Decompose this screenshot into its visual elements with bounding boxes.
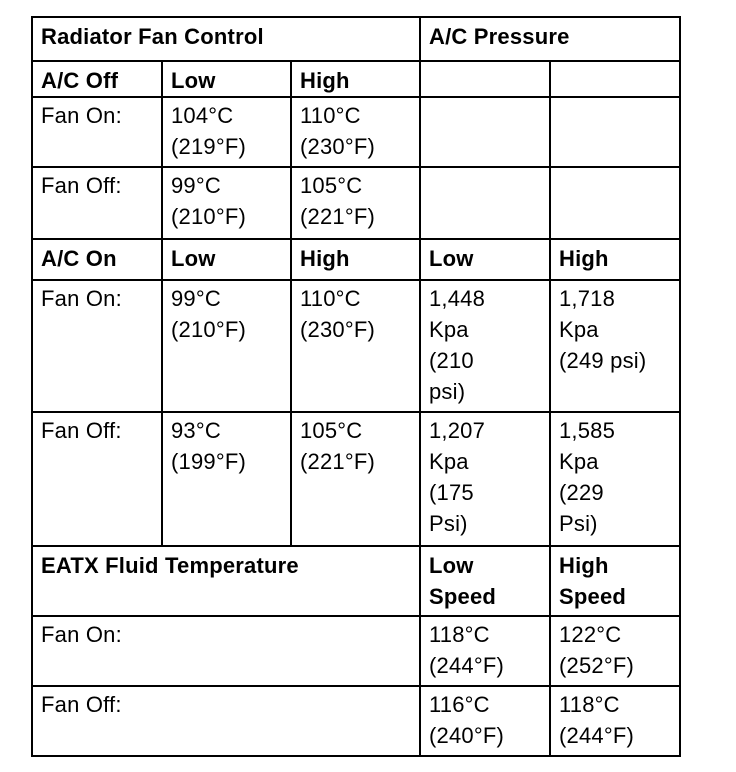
pressure-unit: Kpa (429, 317, 469, 342)
empty-cell (550, 167, 680, 239)
temp-cell (162, 97, 291, 167)
temp-fahrenheit: (240°F) (429, 723, 504, 748)
temp-celsius: 118°C (429, 622, 490, 647)
temp-celsius: 93°C (171, 418, 221, 443)
radiator-fan-control-table (31, 16, 681, 757)
pressure-psi-unit: psi) (429, 379, 466, 404)
temp-cell (162, 167, 291, 239)
pressure-high-header: High (550, 239, 680, 280)
pressure-value: 1,207 (429, 418, 486, 443)
low-speed-line-1: Low (429, 553, 474, 578)
row-label: Fan On: (32, 280, 162, 412)
empty-cell (550, 61, 680, 97)
temp-celsius: 110°C (300, 286, 361, 311)
row-label: Fan Off: (32, 686, 420, 756)
temp-fahrenheit: (210°F) (171, 317, 246, 342)
table-row (32, 167, 680, 239)
temp-cell (420, 686, 550, 756)
high-speed-line-2: Speed (559, 584, 627, 609)
pressure-psi: (249 psi) (559, 348, 647, 373)
table-row (32, 97, 680, 167)
eatx-header-row (32, 546, 680, 616)
pressure-cell (420, 412, 550, 546)
table-row (32, 280, 680, 412)
empty-cell (420, 167, 550, 239)
ac-on-high-header: High (291, 239, 420, 280)
pressure-cell (550, 280, 680, 412)
temp-celsius: 110°C (300, 103, 361, 128)
row-label: Fan Off: (32, 412, 162, 546)
pressure-value: 1,585 (559, 418, 616, 443)
temp-cell (420, 616, 550, 686)
ac-off-low-header: Low (162, 61, 291, 97)
ac-pressure-header: A/C Pressure (420, 17, 680, 61)
temp-celsius: 99°C (171, 173, 221, 198)
temp-cell (162, 280, 291, 412)
pressure-psi: (210 (429, 348, 474, 373)
temp-fahrenheit: (230°F) (300, 317, 375, 342)
pressure-psi: (229 (559, 480, 604, 505)
empty-cell (420, 97, 550, 167)
pressure-psi-unit: Psi) (429, 511, 468, 536)
high-speed-header (550, 546, 680, 616)
eatx-fluid-temperature-header: EATX Fluid Temperature (32, 546, 420, 616)
temp-celsius: 118°C (559, 692, 620, 717)
temp-cell (291, 167, 420, 239)
temp-fahrenheit: (199°F) (171, 449, 246, 474)
temp-fahrenheit: (210°F) (171, 204, 246, 229)
ac-off-high-header: High (291, 61, 420, 97)
pressure-cell (550, 412, 680, 546)
temp-fahrenheit: (221°F) (300, 449, 375, 474)
row-label: Fan On: (32, 97, 162, 167)
ac-on-label: A/C On (32, 239, 162, 280)
ac-off-header-row (32, 61, 680, 97)
pressure-value: 1,718 (559, 286, 616, 311)
temp-celsius: 105°C (300, 173, 363, 198)
ac-off-label: A/C Off (32, 61, 162, 97)
temp-cell (291, 280, 420, 412)
low-speed-header (420, 546, 550, 616)
temp-celsius: 116°C (429, 692, 490, 717)
temp-fahrenheit: (252°F) (559, 653, 634, 678)
pressure-low-header: Low (420, 239, 550, 280)
pressure-value: 1,448 (429, 286, 486, 311)
radiator-fan-control-header: Radiator Fan Control (32, 17, 420, 61)
temp-cell (162, 412, 291, 546)
table-row (32, 616, 680, 686)
temp-fahrenheit: (219°F) (171, 134, 246, 159)
temp-cell (291, 97, 420, 167)
empty-cell (550, 97, 680, 167)
ac-on-low-header: Low (162, 239, 291, 280)
row-label: Fan Off: (32, 167, 162, 239)
row-label: Fan On: (32, 616, 420, 686)
temp-cell (550, 616, 680, 686)
table-row (32, 686, 680, 756)
temp-fahrenheit: (221°F) (300, 204, 375, 229)
table-row (32, 412, 680, 546)
ac-on-header-row (32, 239, 680, 280)
temp-fahrenheit: (244°F) (559, 723, 634, 748)
temp-celsius: 104°C (171, 103, 234, 128)
temp-cell (291, 412, 420, 546)
high-speed-line-1: High (559, 553, 609, 578)
pressure-unit: Kpa (559, 449, 599, 474)
temp-celsius: 105°C (300, 418, 363, 443)
pressure-psi-unit: Psi) (559, 511, 598, 536)
pressure-psi: (175 (429, 480, 474, 505)
low-speed-line-2: Speed (429, 584, 497, 609)
temp-fahrenheit: (230°F) (300, 134, 375, 159)
pressure-unit: Kpa (429, 449, 469, 474)
empty-cell (420, 61, 550, 97)
temp-fahrenheit: (244°F) (429, 653, 504, 678)
temp-celsius: 122°C (559, 622, 622, 647)
table-title-row (32, 17, 680, 61)
temp-celsius: 99°C (171, 286, 221, 311)
pressure-cell (420, 280, 550, 412)
temp-cell (550, 686, 680, 756)
pressure-unit: Kpa (559, 317, 599, 342)
